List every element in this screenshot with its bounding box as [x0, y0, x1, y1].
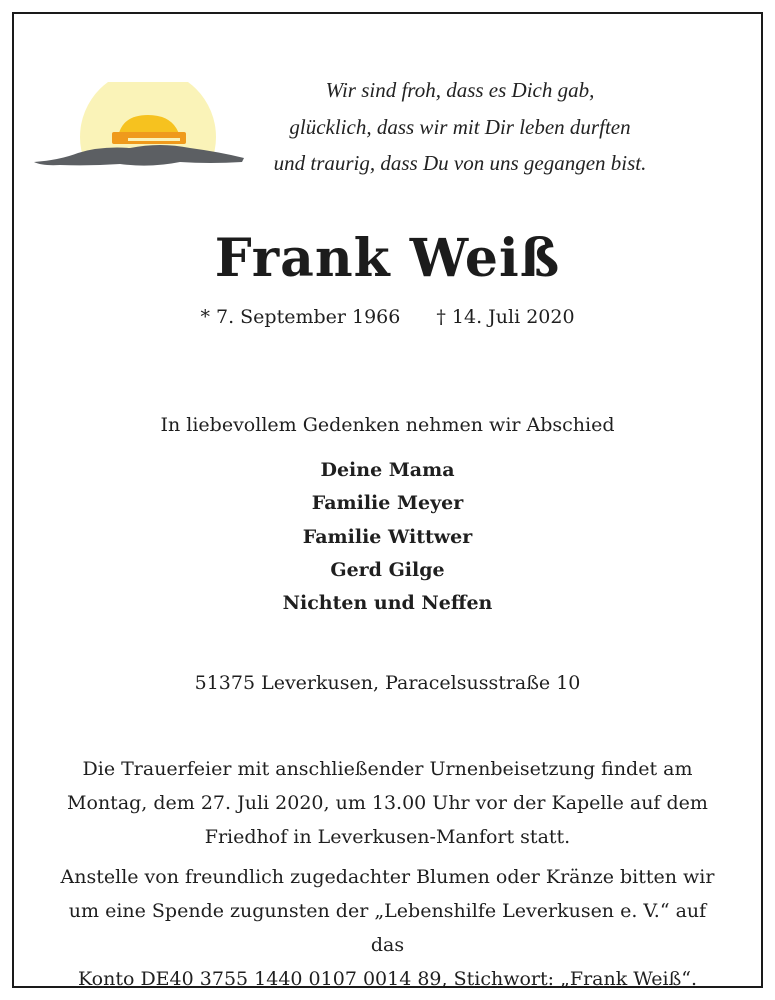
mourner-entry: Familie Meyer: [311, 492, 464, 515]
donation-line: um eine Spende zugunsten der „Lebenshilfe Leverkusen e. V.“ auf das: [68, 900, 707, 956]
mourner-entry: Gerd Gilge: [330, 558, 445, 581]
mourners-list: [0, 454, 775, 620]
ceremony-paragraph: [50, 752, 725, 854]
donation-line: Konto DE40 3755 1440 0107 0014 89, Stichwort: „Frank Weiß“.: [77, 968, 698, 990]
mourner-entry: Deine Mama: [320, 459, 455, 481]
birth-date: * 7. September 1966: [200, 306, 401, 328]
deceased-name: Frank Weiß: [214, 228, 561, 289]
donation-paragraph: [50, 860, 725, 996]
ceremony-line: Die Trauerfeier mit anschließender Urnenbeisetzung findet am: [82, 758, 693, 780]
family-address: 51375 Leverkusen, Paracelsusstraße 10: [194, 672, 581, 694]
farewell-intro: In liebevollem Gedenken nehmen wir Abschied: [160, 414, 615, 436]
ceremony-line: Friedhof in Leverkusen-Manfort statt.: [204, 826, 571, 848]
mourner-entry: Nichten und Neffen: [282, 592, 493, 615]
motto-verse: [250, 72, 670, 182]
motto-line: glücklich, dass wir mit Dir leben durften: [289, 114, 631, 139]
donation-line: Anstelle von freundlich zugedachter Blumen oder Kränze bitten wir: [60, 866, 715, 888]
life-dates: [0, 306, 775, 328]
death-date: † 14. Juli 2020: [436, 306, 575, 328]
motto-line: und traurig, dass Du von uns gegangen bist.: [273, 151, 647, 175]
mourner-entry: Familie Wittwer: [302, 525, 473, 548]
ceremony-line: Montag, dem 27. Juli 2020, um 13.00 Uhr vor der Kapelle auf dem: [67, 792, 708, 814]
motto-line: Wir sind froh, dass es Dich gab,: [325, 78, 595, 102]
sunset-logo: [30, 82, 250, 182]
